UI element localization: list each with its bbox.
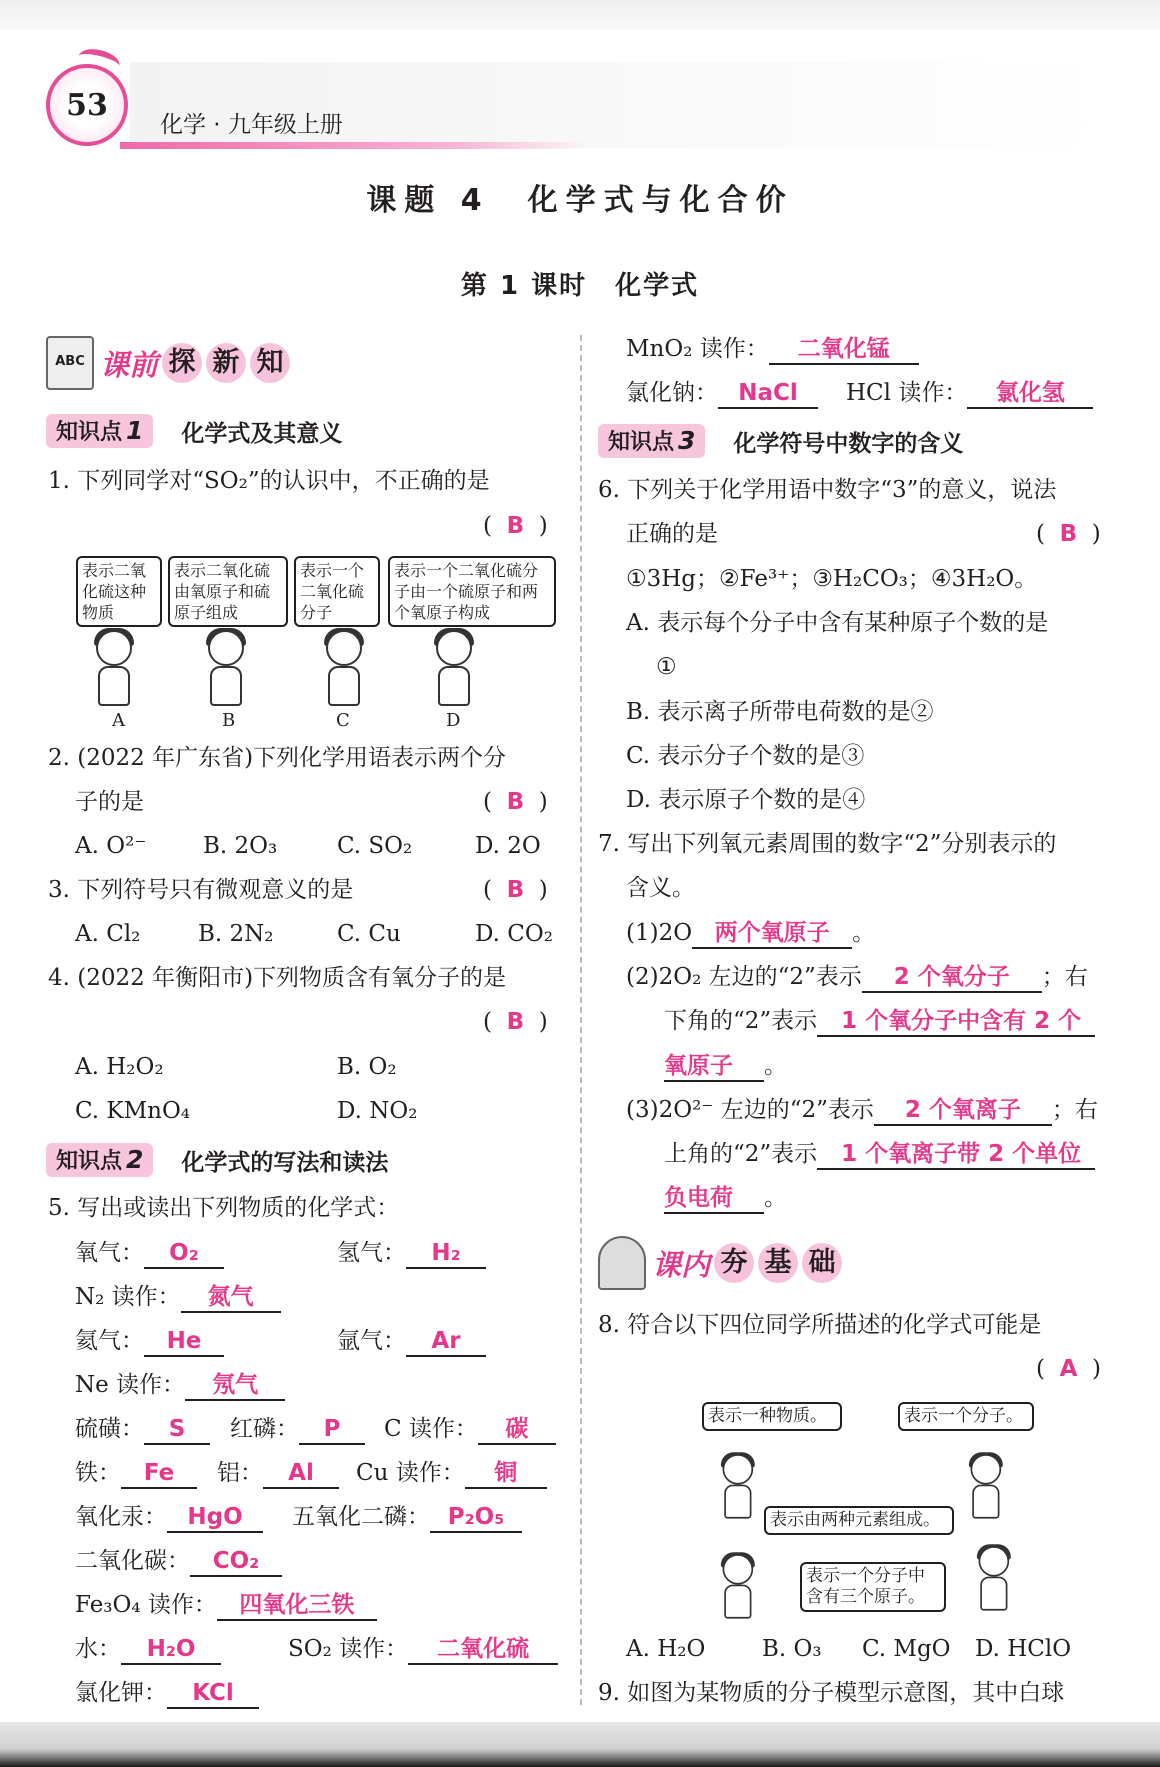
student-figure — [716, 1554, 759, 1622]
knowledge-point-2 — [46, 1143, 388, 1177]
answer-blank: H₂O — [121, 1635, 221, 1665]
fill-row: 铝： Al — [217, 1458, 339, 1489]
option-cont: ① — [656, 654, 677, 680]
question-8: 8. 符合以下四位同学所描述的化学式可能是 — [598, 1312, 1042, 1338]
q6-items: ①3Hg；②Fe³⁺；③H₂CO₃；④3H₂O。 — [626, 566, 1038, 592]
answer-blank: 1 个氧分子中含有 2 个 — [817, 1007, 1095, 1037]
bottom-edge — [0, 1722, 1160, 1767]
fill-row: 二氧化碳： CO₂ — [75, 1546, 282, 1577]
option: D. 2O — [475, 833, 541, 859]
option: D. CO₂ — [475, 921, 553, 947]
answer-blank: P₂O₅ — [430, 1503, 522, 1533]
q7-part3-cont: 上角的“2”表示 1 个氧离子带 2 个单位 — [664, 1139, 1095, 1170]
q7-part3-cont: 负电荷 。 — [664, 1183, 787, 1214]
answer-blank: 2 个氧离子 — [874, 1096, 1052, 1126]
q7-part2-cont: 下角的“2”表示 1 个氧分子中含有 2 个 — [664, 1006, 1095, 1037]
answer-blank: 2 个氧分子 — [862, 963, 1042, 993]
column-divider — [580, 335, 582, 1705]
section-char: 探 — [162, 343, 202, 383]
section-char: 基 — [758, 1243, 798, 1283]
kp-title: 化学符号中数字的含义 — [733, 430, 964, 457]
answer-blank: KCl — [167, 1679, 259, 1709]
option: A. Cl₂ — [75, 921, 141, 947]
answer-blank: 氖气 — [185, 1371, 285, 1401]
kp-tag: 知识点 2 — [46, 1143, 153, 1177]
option: A. 表示每个分子中含有某种原子个数的是 — [626, 610, 1049, 636]
answer-blank: O₂ — [144, 1239, 224, 1269]
answer-blank: 1 个氧离子带 2 个单位 — [817, 1140, 1095, 1170]
section-char: 夯 — [714, 1243, 754, 1283]
speech-bubble: 表示二氧化硫这种物质 — [76, 556, 162, 627]
question-7-cont: 含义。 — [626, 875, 695, 901]
student-figure — [200, 630, 250, 710]
speech-bubble: 表示一个分子。 — [898, 1402, 1034, 1431]
speech-bubble: 表示二氧化硫由氧原子和硫原子组成 — [168, 556, 288, 627]
page-number: 53 — [66, 87, 108, 123]
answer-blank: S — [144, 1415, 210, 1445]
question-6: 6. 下列关于化学用语中数字“3”的意义，说法 — [598, 477, 1057, 503]
section-word: 课内 — [652, 1247, 711, 1282]
knowledge-point-1 — [46, 414, 342, 448]
fill-row: 铁： Fe — [75, 1458, 197, 1489]
question-2-cont: 子的是 — [75, 789, 144, 815]
question-2: 2. (2022 年广东省)下列化学用语表示两个分 — [48, 745, 507, 771]
q7-part3: (3)2O²⁻ 左边的“2”表示 2 个氧离子 ；右 — [626, 1095, 1098, 1126]
student-figure — [964, 1454, 1007, 1522]
answer-blank: CO₂ — [190, 1547, 282, 1577]
answer-blank: He — [144, 1327, 224, 1357]
option: B. O₃ — [762, 1636, 822, 1662]
option: C. Cu — [337, 921, 401, 947]
option: C. KMnO₄ — [75, 1098, 191, 1124]
student-figure — [318, 630, 368, 710]
speech-bubble: 表示一个二氧化硫分子 — [294, 556, 380, 627]
figure-label: D — [446, 710, 461, 731]
question-1: 1. 下列同学对“SO₂”的认识中，不正确的是 — [48, 468, 490, 494]
fill-row: SO₂ 读作： 二氧化硫 — [288, 1634, 558, 1665]
question-3: 3. 下列符号只有微观意义的是 — [48, 877, 354, 903]
book-icon: ABC — [46, 336, 94, 390]
option: D. 表示原子个数的是④ — [626, 787, 866, 813]
answer-blank: 碳 — [478, 1415, 556, 1445]
option: D. HClO — [975, 1636, 1072, 1662]
fill-row: 氦气： He — [75, 1326, 224, 1357]
fill-row: 氧气： O₂ — [75, 1238, 224, 1269]
fill-row: N₂ 读作： 氮气 — [75, 1282, 281, 1313]
option: D. NO₂ — [337, 1098, 418, 1124]
section-banner-inclass — [598, 1236, 842, 1290]
section-char: 新 — [206, 343, 246, 383]
kp-title: 化学式及其意义 — [181, 420, 343, 447]
section-banner-preview — [46, 336, 290, 390]
speech-bubble: 表示一个二氧化硫分子由一个硫原子和两个氧原子构成 — [388, 556, 556, 627]
question-7: 7. 写出下列氧元素周围的数字“2”分别表示的 — [598, 831, 1057, 857]
lesson-title: 课题 4 化学式与化合价 — [366, 183, 794, 218]
fill-row: 氧化汞： HgO — [75, 1502, 263, 1533]
q7-part1: (1)2O 两个氧原子 。 — [626, 918, 875, 949]
fill-row: 五氧化二磷： P₂O₅ — [292, 1502, 522, 1533]
fill-row: 氢气： H₂ — [337, 1238, 486, 1269]
answer-blank: 二氧化锰 — [769, 335, 919, 365]
fill-row: Ne 读作： 氖气 — [75, 1370, 285, 1401]
lesson-subtitle: 第 1 课时 化学式 — [460, 271, 700, 301]
answer-blank: P — [299, 1415, 365, 1445]
q7-part2-cont: 氧原子 。 — [664, 1051, 787, 1082]
question-5: 5. 写出或读出下列物质的化学式： — [48, 1195, 400, 1221]
fill-row: HCl 读作： 氯化氢 — [846, 378, 1093, 409]
fill-row: 红磷： P — [230, 1414, 365, 1445]
option: B. 2N₂ — [198, 921, 274, 947]
fill-row: C 读作： 碳 — [384, 1414, 556, 1445]
answer-blank: 四氧化三铁 — [217, 1591, 377, 1621]
answer-paren: ( A ) — [1036, 1356, 1102, 1382]
option: A. O²⁻ — [75, 833, 147, 859]
fill-row: 氯化钾： KCl — [75, 1678, 259, 1709]
speech-bubble: 表示由两种元素组成。 — [764, 1506, 954, 1535]
answer-blank: 负电荷 — [664, 1184, 764, 1214]
section-char: 础 — [802, 1243, 842, 1283]
answer-blank: 氮气 — [181, 1283, 281, 1313]
answer-paren: ( B ) — [483, 1009, 548, 1035]
answer-blank: NaCl — [718, 379, 818, 409]
answer-blank: 氧原子 — [664, 1052, 764, 1082]
page-number-badge — [46, 64, 128, 146]
answer-blank: Al — [263, 1459, 339, 1489]
answer-blank: 两个氧原子 — [692, 919, 852, 949]
answer-blank: 二氧化硫 — [408, 1635, 558, 1665]
lamp-icon — [598, 1236, 646, 1290]
speech-bubble: 表示一个分子中含有三个原子。 — [800, 1562, 946, 1612]
subject-label: 化学 · 九年级上册 — [160, 112, 343, 138]
kp-tag: 知识点 3 — [598, 424, 705, 458]
student-figure — [88, 630, 138, 710]
student-figure — [428, 630, 478, 710]
answer-blank: Ar — [406, 1327, 486, 1357]
fill-row: Cu 读作： 铜 — [356, 1458, 547, 1489]
answer-paren: ( B ) — [483, 877, 548, 903]
fill-row: Fe₃O₄ 读作： 四氧化三铁 — [75, 1590, 377, 1621]
speech-bubble: 表示一种物质。 — [702, 1402, 842, 1431]
answer-paren: ( B ) — [483, 513, 548, 539]
figure-label: A — [112, 710, 125, 731]
question-9: 9. 如图为某物质的分子模型示意图，其中白球 — [598, 1680, 1065, 1706]
option: B. 2O₃ — [203, 833, 278, 859]
option: B. 表示离子所带电荷数的是② — [626, 699, 934, 725]
answer-blank: 氯化氢 — [967, 379, 1093, 409]
option: C. 表示分子个数的是③ — [626, 743, 865, 769]
answer-paren: ( B ) — [483, 789, 548, 815]
fill-row: 氯化钠： NaCl — [626, 378, 818, 409]
student-figure — [716, 1454, 759, 1522]
option: C. SO₂ — [337, 833, 413, 859]
answer-blank: Fe — [121, 1459, 197, 1489]
question-4: 4. (2022 年衡阳市)下列物质含有氧分子的是 — [48, 965, 507, 991]
fill-row: MnO₂ 读作： 二氧化锰 — [626, 334, 919, 365]
answer-paren: ( B ) — [1036, 521, 1101, 547]
option: B. O₂ — [337, 1054, 397, 1080]
student-figure — [972, 1546, 1015, 1614]
question-6-cont: 正确的是 — [626, 521, 718, 547]
fill-row: 氩气： Ar — [337, 1326, 486, 1357]
header-line — [120, 142, 590, 149]
figure-label: B — [222, 710, 236, 731]
kp-title: 化学式的写法和读法 — [181, 1149, 389, 1176]
knowledge-point-3 — [598, 424, 963, 458]
fill-row: 硫磺： S — [75, 1414, 210, 1445]
kp-tag: 知识点 1 — [46, 414, 153, 448]
option: A. H₂O₂ — [75, 1054, 164, 1080]
top-edge — [0, 0, 1160, 30]
option: C. MgO — [862, 1636, 951, 1662]
q7-part2: (2)2O₂ 左边的“2”表示 2 个氧分子 ；右 — [626, 962, 1088, 993]
section-word: 课前 — [100, 347, 159, 382]
option: A. H₂O — [626, 1636, 706, 1662]
figure-label: C — [336, 710, 350, 731]
answer-blank: H₂ — [406, 1239, 486, 1269]
fill-row: 水： H₂O — [75, 1634, 221, 1665]
answer-blank: 铜 — [465, 1459, 547, 1489]
section-char: 知 — [250, 343, 290, 383]
answer-blank: HgO — [167, 1503, 263, 1533]
